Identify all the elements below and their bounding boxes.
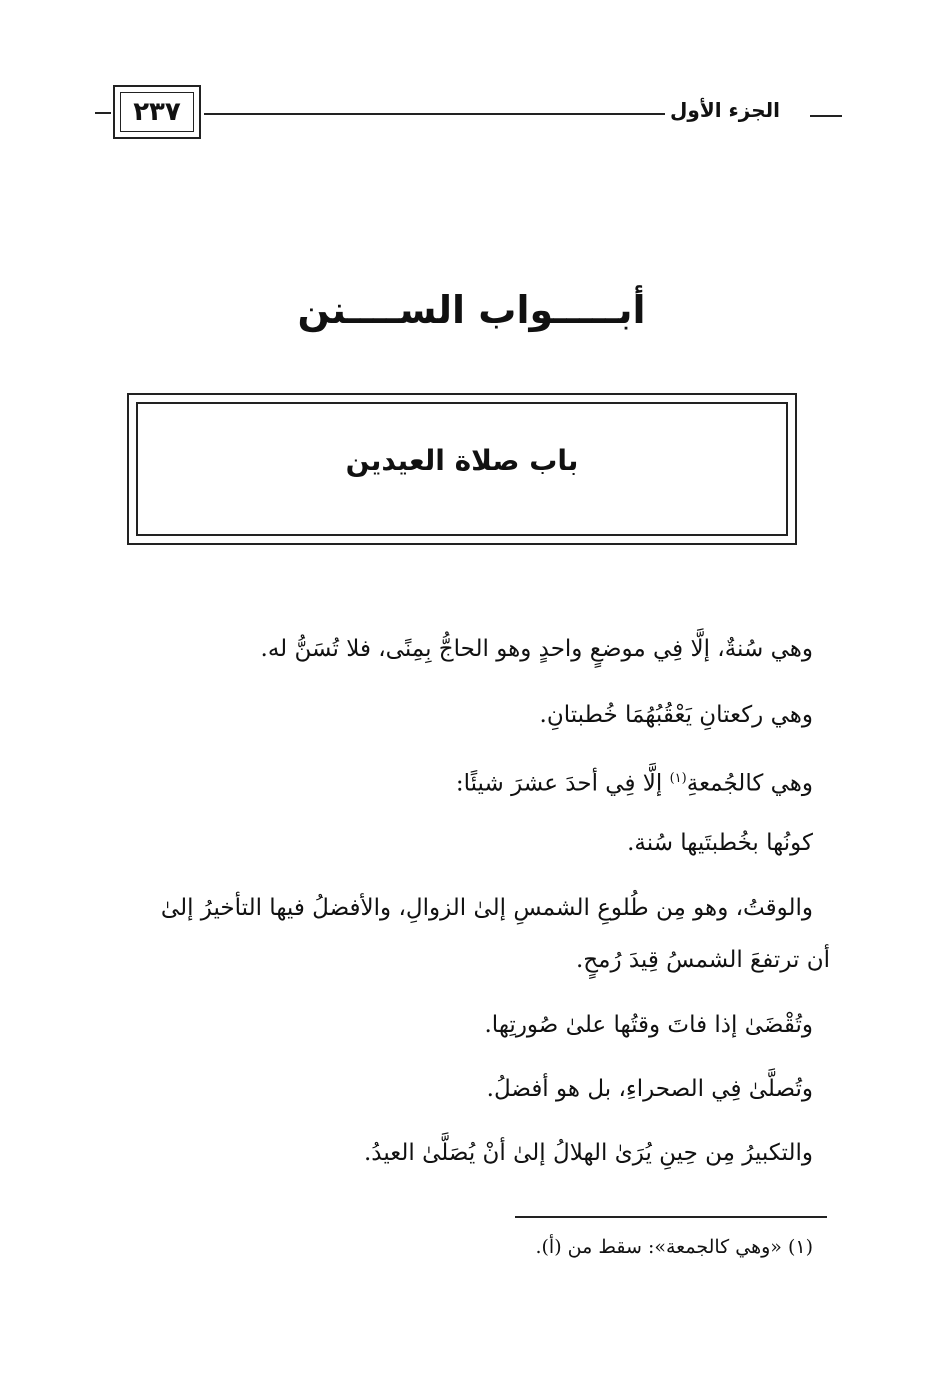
page-number: ٢٣٧: [120, 92, 194, 132]
paragraph: وتُصلَّىٰ فِي الصحراءِ، بل هو أفضلُ.: [486, 1076, 813, 1102]
chapter-frame-inner: [136, 402, 788, 536]
paragraph: والوقتُ، وهو مِن طُلوعِ الشمسِ إلىٰ الزوالِ، والأفضلُ فيها التأخيرُ إلىٰ: [160, 895, 813, 921]
paragraph: وهي ركعتانِ يَعْقُبُهُمَا خُطبتانِ.: [539, 702, 813, 728]
paragraph: والتكبيرُ مِن حِينِ يُرَىٰ الهلالُ إلىٰ أنْ يُصَلَّىٰ العيدُ.: [363, 1140, 813, 1166]
footnote-marker: (١): [669, 771, 687, 786]
footnote-rule: [515, 1216, 827, 1218]
paragraph-continuation: أن ترتفعَ الشمسُ قِيدَ رُمحٍ.: [575, 947, 830, 973]
footnote: (١) «وهي كالجمعة»: سقط من (أ).: [535, 1236, 813, 1258]
header-rule-left: [95, 112, 111, 114]
paragraph: كونُها بخُطبتَيها سُنة.: [627, 830, 813, 856]
paragraph: وتُقْضَىٰ إذا فاتَ وقتُها علىٰ صُورتِها.: [484, 1012, 813, 1038]
running-head: الجزء الأول: [670, 98, 780, 122]
header-rule: [204, 113, 665, 115]
page-number-frame: [113, 85, 201, 139]
chapter-frame: [127, 393, 797, 545]
header-rule-right: [810, 115, 842, 117]
chapter-title: باب صلاة العيدين: [345, 444, 579, 477]
section-title: أبـــــواب الســــنن: [297, 288, 646, 332]
paragraph-text: وهي كالجُمعةِ: [686, 770, 813, 797]
paragraph-text: إلَّا فِي أحدَ عشرَ شيئًا:: [455, 770, 670, 797]
paragraph: [456, 764, 813, 799]
paragraph: وهي سُنةٌ، إلَّا فِي موضعٍ واحدٍ وهو الحاجُّ بِمِنًى، فلا تُسَنُّ له.: [260, 636, 813, 662]
